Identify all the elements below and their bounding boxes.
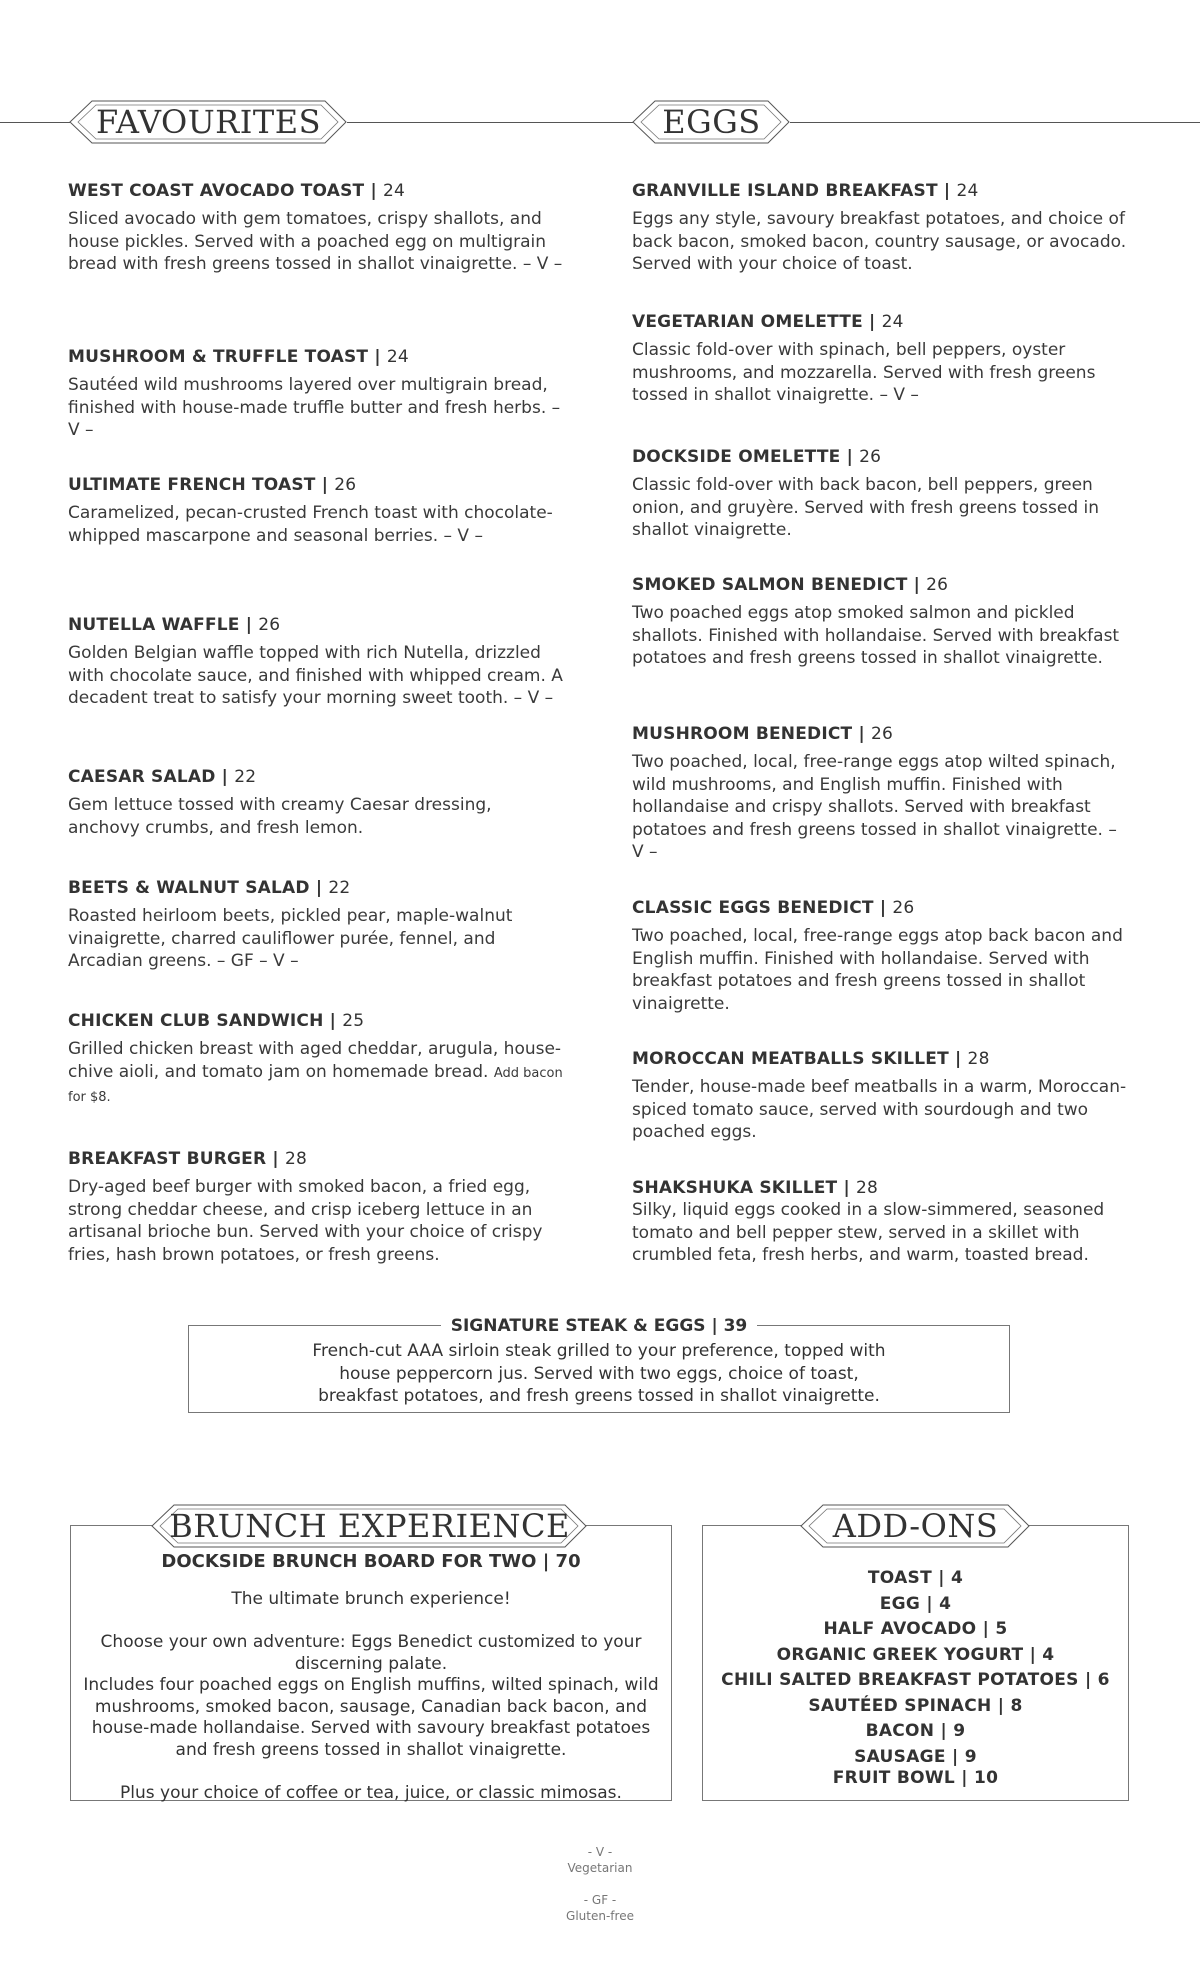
menu-item	[68, 877, 563, 973]
addon-item: EGG | 4	[879, 1593, 952, 1614]
menu-item	[632, 897, 1132, 1015]
item-note: Add bacon for $8.	[68, 1065, 563, 1105]
legend-mark: - GF -	[583, 1893, 617, 1907]
item-description: Grilled chicken breast with aged cheddar, arugula, house-chive aioli, and tomato jam on homemade bread.	[68, 1039, 562, 1082]
item-description: Two poached, local, free-range eggs atop wilted spinach, wild mushrooms, and English muffin. Finished with hollandaise and crispy shallots. Served with breakfast potatoes and fresh greens tossed in shallot vinaigrette. – V –	[632, 752, 1117, 862]
item-name: NUTELLA WAFFLE |	[68, 615, 253, 635]
menu-item	[632, 1048, 1132, 1144]
item-price: 24	[386, 347, 409, 367]
brunch-paragraph: Plus your choice of coffee or tea, juice, or classic mimosas.	[120, 1782, 622, 1803]
item-price: 26	[892, 898, 915, 918]
menu-item	[68, 474, 563, 547]
legend-mark: - V -	[587, 1845, 613, 1859]
item-description: Gem lettuce tossed with creamy Caesar dressing, anchovy crumbs, and fresh lemon.	[68, 795, 492, 838]
header-rule-left	[0, 122, 70, 123]
item-description: Sliced avocado with gem tomatoes, crispy shallots, and house pickles. Served with a poached egg on multigrain bread with fresh greens tossed in shallot vinaigrette. – V –	[68, 209, 563, 274]
legend-label: Gluten-free	[566, 1909, 634, 1923]
item-description: Classic fold-over with spinach, bell peppers, oyster mushrooms, and mozzarella. Served with fresh greens tossed in shallot vinaigrette. – V –	[632, 340, 1096, 405]
menu-item	[68, 1010, 563, 1110]
item-description: Dry-aged beef burger with smoked bacon, a fried egg, strong cheddar cheese, and crisp iceberg lettuce in an artisanal brioche bun. Served with your choice of crispy fries, hash brown potatoes, or fresh greens.	[68, 1177, 543, 1265]
item-price: 26	[859, 447, 882, 467]
legend-label: Vegetarian	[567, 1861, 633, 1875]
item-description: Eggs any style, savoury breakfast potatoes, and choice of back bacon, smoked bacon, country sausage, or avocado. Served with your choice of toast.	[632, 209, 1127, 274]
menu-item	[68, 1148, 563, 1266]
item-description: Tender, house-made beef meatballs in a warm, Moroccan-spiced tomato sauce, served with sourdough and two poached eggs.	[632, 1077, 1127, 1142]
legend-vegetarian	[500, 1844, 700, 1876]
item-name: MOROCCAN MEATBALLS SKILLET |	[632, 1049, 962, 1069]
addon-item: SAUTÉED SPINACH | 8	[808, 1695, 1023, 1716]
item-description: Two poached, local, free-range eggs atop back bacon and English muffin. Finished with hollandaise. Served with breakfast potatoes and fresh greens tossed in shallot vinaigrette.	[632, 926, 1123, 1014]
brunch-paragraph: Choose your own adventure: Eggs Benedict customized to your discerning palate.	[100, 1632, 642, 1674]
item-name: MUSHROOM BENEDICT |	[632, 724, 865, 744]
menu-item	[68, 180, 563, 276]
item-price: 26	[258, 615, 281, 635]
eggs-banner	[633, 100, 790, 144]
brunch-section-title: BRUNCH EXPERIENCE	[169, 1507, 570, 1545]
item-name: CLASSIC EGGS BENEDICT |	[632, 898, 887, 918]
item-price: 22	[328, 878, 351, 898]
addons-list	[703, 1566, 1128, 1792]
menu-item	[632, 446, 1132, 542]
item-name: BREAKFAST BURGER |	[68, 1149, 279, 1169]
item-price: 24	[382, 181, 406, 201]
signature-title: SIGNATURE STEAK & EGGS | 39	[441, 1316, 758, 1336]
item-name: CHICKEN CLUB SANDWICH |	[68, 1011, 337, 1031]
menu-item	[632, 180, 1132, 276]
item-name: SMOKED SALMON BENEDICT |	[632, 575, 921, 595]
item-price: 22	[234, 767, 257, 787]
item-price: 28	[284, 1149, 307, 1169]
brunch-paragraph: The ultimate brunch experience!	[231, 1589, 511, 1609]
addon-item: ORGANIC GREEK YOGURT | 4	[776, 1644, 1055, 1665]
eggs-title: EGGS	[662, 103, 761, 141]
addons-section-title: ADD-ONS	[832, 1507, 999, 1545]
signature-line: house peppercorn jus. Served with two eggs, choice of toast,	[339, 1363, 859, 1384]
item-name: CAESAR SALAD |	[68, 767, 229, 787]
brunch-box	[70, 1525, 672, 1801]
signature-line: breakfast potatoes, and fresh greens tossed in shallot vinaigrette.	[318, 1386, 880, 1406]
item-name: GRANVILLE ISLAND BREAKFAST |	[632, 181, 951, 201]
addons-box	[702, 1525, 1129, 1801]
menu-item	[632, 723, 1132, 864]
addon-item: FRUIT BOWL | 10	[832, 1768, 999, 1788]
item-description: Caramelized, pecan-crusted French toast with chocolate-whipped mascarpone and seasonal berries. – V –	[68, 503, 553, 546]
addon-item: TOAST | 4	[867, 1568, 964, 1588]
item-description: Two poached eggs atop smoked salmon and pickled shallots. Finished with hollandaise. Served with breakfast potatoes and fresh greens tossed in shallot vinaigrette.	[632, 603, 1120, 668]
item-description: Roasted heirloom beets, pickled pear, maple-walnut vinaigrette, charred cauliflower purée, fennel, and Arcadian greens. – GF – V –	[68, 906, 513, 971]
addon-item: HALF AVOCADO | 5	[823, 1619, 1008, 1639]
favourites-title: FAVOURITES	[95, 103, 322, 141]
header-rule-right	[790, 122, 1200, 123]
header-rule-middle	[347, 122, 633, 123]
item-name: SHAKSHUKA SKILLET |	[632, 1178, 850, 1198]
item-price: 24	[956, 181, 979, 201]
signature-description	[189, 1340, 1009, 1408]
item-name: ULTIMATE FRENCH TOAST |	[68, 475, 329, 495]
brunch-paragraph: Includes four poached eggs on English muffins, wilted spinach, wild mushrooms, smoked bacon, sausage, Canadian back bacon, and house-made hollandaise. Served with savoury breakfast potatoes and fresh greens tossed in shallot vinaigrette.	[83, 1675, 659, 1760]
menu-item	[632, 574, 1132, 670]
item-name: BEETS & WALNUT SALAD |	[68, 878, 323, 898]
addon-item: BACON | 9	[865, 1721, 966, 1741]
addon-item: SAUSAGE | 9	[854, 1746, 977, 1767]
item-price: 24	[881, 312, 904, 332]
item-name: MUSHROOM & TRUFFLE TOAST |	[68, 347, 381, 367]
menu-item	[632, 1177, 1132, 1267]
item-price: 26	[334, 475, 357, 495]
menu-item	[68, 346, 563, 442]
menu-item	[68, 766, 563, 839]
brunch-banner	[152, 1504, 587, 1548]
item-price: 28	[856, 1178, 879, 1198]
item-name: DOCKSIDE OMELETTE |	[632, 447, 853, 467]
favourites-banner	[70, 100, 347, 144]
item-price: 26	[871, 724, 894, 744]
item-price: 28	[967, 1049, 990, 1069]
item-name: VEGETARIAN OMELETTE |	[632, 312, 876, 332]
menu-item	[632, 311, 1132, 407]
signature-box	[188, 1316, 1010, 1413]
item-description: Classic fold-over with back bacon, bell peppers, green onion, and gruyère. Served with fresh greens tossed in shallot vinaigrette.	[632, 475, 1100, 540]
brunch-board-title: DOCKSIDE BRUNCH BOARD FOR TWO | 70	[161, 1551, 581, 1572]
addon-item: CHILI SALTED BREAKFAST POTATOES | 6	[721, 1670, 1110, 1690]
addons-banner	[801, 1504, 1030, 1548]
menu-item	[68, 614, 563, 710]
item-description: Silky, liquid eggs cooked in a slow-simmered, seasoned tomato and bell pepper stew, served in a skillet with crumbled feta, fresh herbs, and warm, toasted bread.	[632, 1200, 1105, 1265]
item-description: Golden Belgian waffle topped with rich Nutella, drizzled with chocolate sauce, and finished with whipped cream. A decadent treat to satisfy your morning sweet tooth. – V –	[68, 643, 563, 708]
item-description: Sautéed wild mushrooms layered over multigrain bread, finished with house-made truffle butter and fresh herbs. – V –	[68, 375, 561, 440]
legend-gluten-free	[500, 1892, 700, 1924]
item-price: 26	[926, 575, 949, 595]
item-name: WEST COAST AVOCADO TOAST |	[68, 181, 377, 201]
signature-line: French-cut AAA sirloin steak grilled to your preference, topped with	[312, 1341, 886, 1361]
item-price: 25	[342, 1011, 365, 1031]
brunch-description	[81, 1589, 661, 1804]
